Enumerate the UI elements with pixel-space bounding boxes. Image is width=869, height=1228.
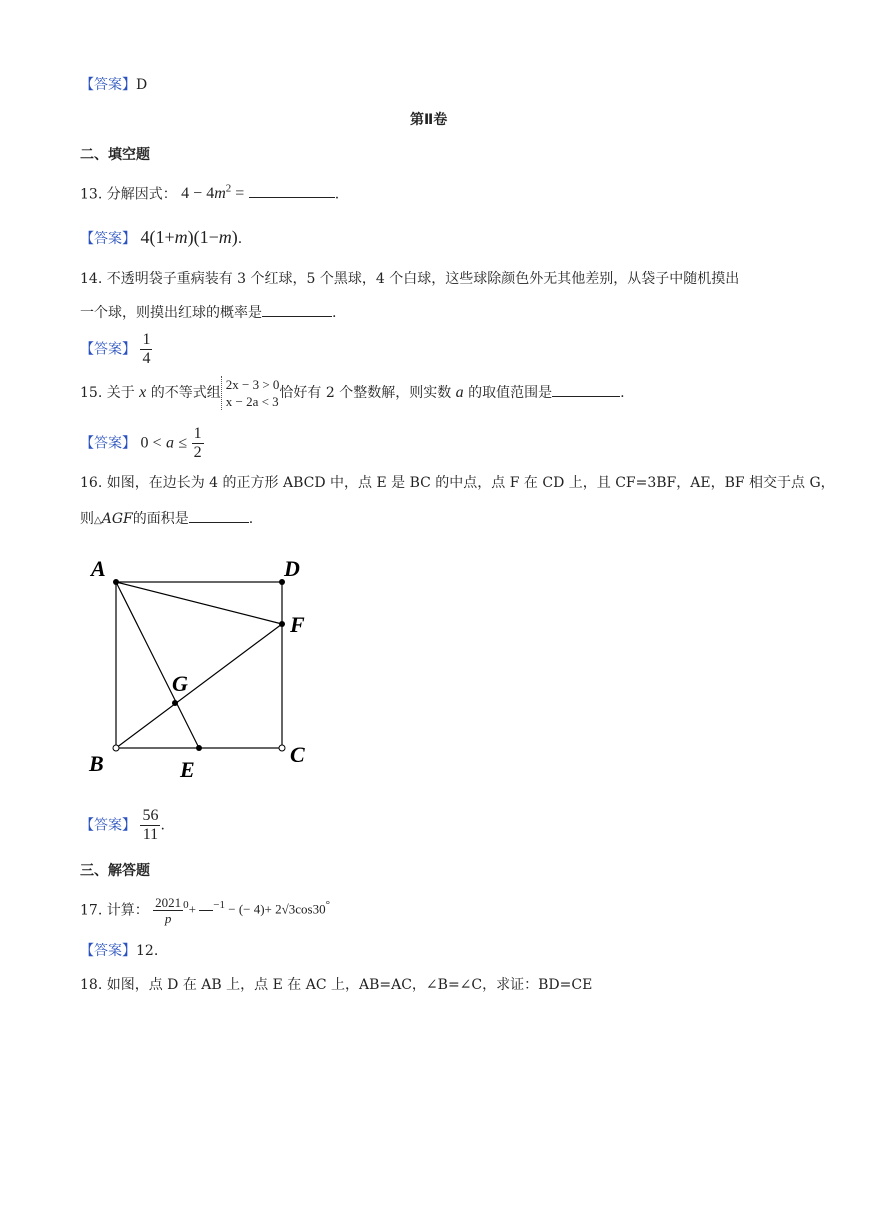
q17-expression: $\frac{2021}{p}$ $^0$+ $^{-1}$ − (− 4)+ 2√3cos30° xyxy=(155,895,331,926)
answer-fraction: $\frac{1}{2}$ xyxy=(193,425,202,461)
square-figure xyxy=(80,550,340,790)
answer-15: 【答案】 0 < a ≤ $\frac{1}{2}$ xyxy=(80,425,202,461)
point-e xyxy=(196,745,202,751)
answer-label: 【答案】 xyxy=(80,231,136,247)
label-f: F xyxy=(290,612,305,637)
label-c: C xyxy=(290,742,305,767)
label-a: A xyxy=(91,556,106,581)
question-18: 18. 如图，点 D 在 AB 上，点 E 在 AC 上，AB=AC，∠B=∠C，求证：BD=CE xyxy=(80,977,593,993)
answer-fraction: $\frac{1}{4}$ xyxy=(142,331,151,367)
answer-16: 【答案】 $\frac{56}{11}$ . xyxy=(80,807,165,843)
answer-17: 【答案】12. xyxy=(80,943,159,959)
question-16-line1: 16. 如图，在边长为 4 的正方形 ABCD 中，点 E 是 BC 的中点，点 F 在 CD 上，且 CF=3BF，AE，BF 相交于点 G， xyxy=(80,475,835,491)
square-abcd xyxy=(116,582,282,748)
question-number: 13. xyxy=(80,186,103,203)
prev-answer xyxy=(80,74,147,94)
answer-blank xyxy=(552,384,620,397)
answer-blank xyxy=(189,510,249,523)
answer-label: 【答案】 xyxy=(80,817,136,834)
segment-af xyxy=(116,582,282,624)
segment-bf xyxy=(116,624,282,748)
question-text: 分解因式： xyxy=(106,186,177,203)
question-14-line2: 一个球，则摸出红球的概率是 . xyxy=(80,305,337,321)
answer-14 xyxy=(80,331,152,368)
point-a xyxy=(113,579,119,585)
answer-label: 【答案】 xyxy=(80,341,136,358)
label-d: D xyxy=(284,556,300,581)
answer-fraction: $\frac{56}{11}$ xyxy=(142,807,159,843)
question-14-line1: 14. 不透明袋子重病装有 3 个红球，5 个黑球，4 个白球，这些球除颜色外无其他差别，从袋子中随机摸出 xyxy=(80,271,740,287)
question-13: 13. 分解因式： $4 - 4m^2$ = . xyxy=(80,183,340,203)
question-17: 17. 计算： $\frac{2021}{p}$ $^0$+ $^{-1}$ − (− 4)+ 2√3cos30° xyxy=(80,895,331,926)
segment-ae xyxy=(116,582,199,748)
part2-heading: 二、填空题 xyxy=(80,147,150,163)
point-f xyxy=(279,621,285,627)
answer-label: 【答案】 xyxy=(80,435,136,452)
answer-blank xyxy=(262,304,332,317)
section-title: 第Ⅱ卷 xyxy=(410,112,448,128)
label-e: E xyxy=(180,757,195,782)
answer-label: 【答案】 xyxy=(80,943,136,959)
answer-expression: 4(1+m)(1−m) xyxy=(140,227,238,247)
inequality-system: 2x − 3 > 0 x − 2a < 3 xyxy=(221,376,280,410)
q13-expression: $4 - 4m^2$ = xyxy=(181,183,245,203)
label-g: G xyxy=(172,671,188,696)
point-b xyxy=(113,745,119,751)
question-16-line2: 则△AGF的面积是 . xyxy=(80,511,254,527)
answer-value: D xyxy=(136,77,148,93)
point-g xyxy=(172,700,178,706)
question-15: 15. 关于 x 的不等式组 2x − 3 > 0 x − 2a < 3 恰好有 2 个整数解，则实数 a 的取值范围是 . xyxy=(80,377,625,409)
part3-heading: 三、解答题 xyxy=(80,863,150,879)
answer-13: 【答案】 4(1+m)(1−m). xyxy=(80,227,243,247)
answer-blank xyxy=(249,185,335,198)
answer-label: 【答案】 xyxy=(80,77,136,93)
label-b: B xyxy=(89,751,104,776)
point-c xyxy=(279,745,285,751)
